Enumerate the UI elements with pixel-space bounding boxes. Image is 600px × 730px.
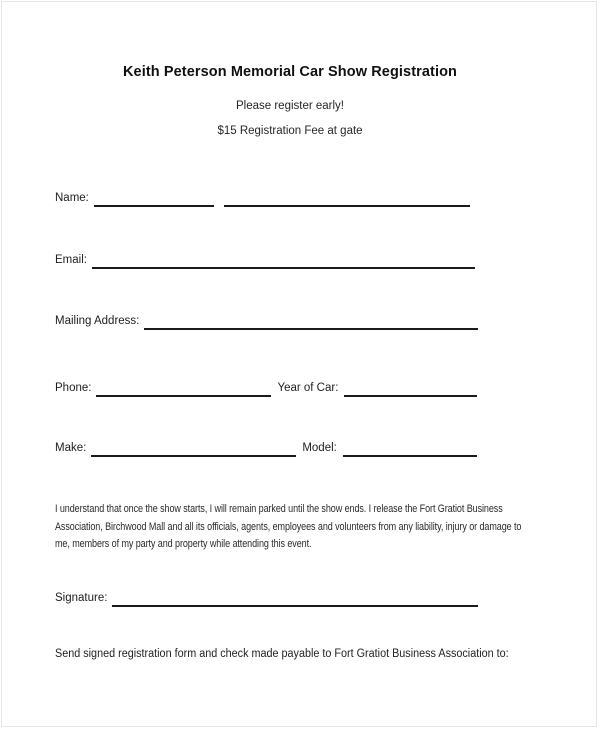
make-label: Make: (55, 442, 87, 454)
make-blank-line (91, 440, 296, 457)
tagline: Please register early! (235, 100, 345, 112)
phone-year-field-row (55, 380, 477, 397)
signature-label: Signature: (55, 592, 108, 604)
email-label: Email: (55, 254, 87, 266)
signature-field-row (55, 590, 478, 607)
phone-label: Phone: (55, 382, 92, 394)
name-blank-line-last (224, 190, 470, 207)
mailing-instruction: Send signed registration form and check made payable to Fort Gratiot Business Association to: (55, 648, 509, 660)
year-of-car-blank-line (344, 380, 477, 397)
page-title: Keith Peterson Memorial Car Show Registration (122, 64, 458, 80)
mailing-address-field-row (55, 313, 478, 330)
name-field-row (55, 190, 470, 207)
mailing-address-blank-line (144, 313, 478, 330)
make-model-field-row (55, 440, 477, 457)
signature-blank-line (112, 590, 478, 607)
email-blank-line (92, 252, 475, 269)
liability-release-paragraph (55, 501, 600, 554)
email-field-row (55, 252, 475, 269)
name-line-gap (214, 192, 224, 207)
name-blank-line-first (94, 190, 214, 207)
fee-note: $15 Registration Fee at gate (217, 125, 363, 137)
model-label: Model: (302, 442, 337, 454)
name-label: Name: (55, 192, 89, 204)
year-of-car-label: Year of Car: (277, 382, 339, 394)
model-blank-line (343, 440, 477, 457)
mailing-address-label: Mailing Address: (55, 315, 140, 327)
liability-release-line: Association, Birchwood Mall and all its officials, agents, employees and volunteers from any liability, injury or damage to (55, 520, 522, 533)
liability-release-line: I understand that once the show starts, I will remain parked until the show ends. I release the Fort Gratiot Business (55, 503, 503, 515)
phone-blank-line (96, 380, 271, 397)
liability-release-line: me, members of my party and property while attending this event. (55, 538, 312, 550)
